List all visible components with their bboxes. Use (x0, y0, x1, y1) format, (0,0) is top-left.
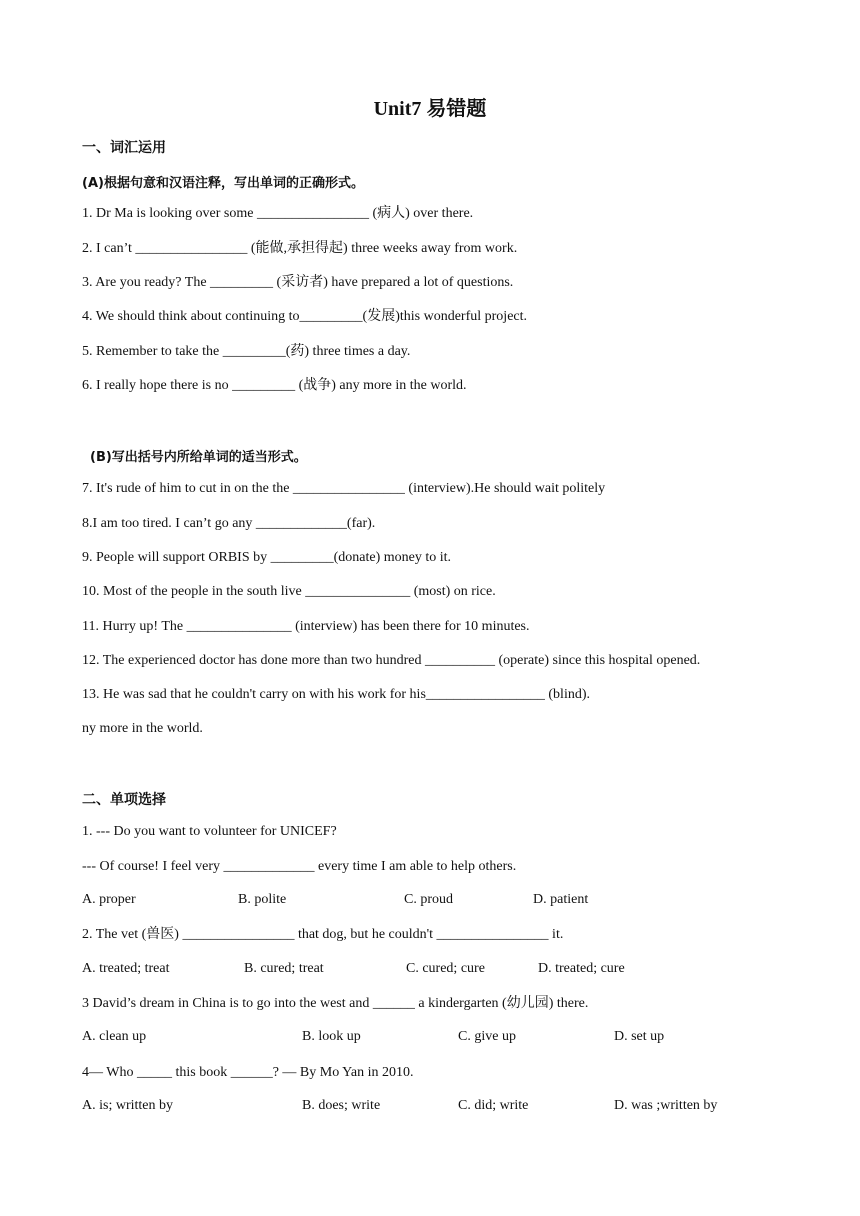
question-a2: 2. I can’t ________________ (能做,承担得起) three weeks away from work. (82, 241, 518, 256)
mc-q3-option-a: A. clean up (82, 1029, 147, 1044)
question-a6: 6. I really hope there is no _________ (战争) any more in the world. (82, 378, 467, 393)
mc-q1-option-a: A. proper (82, 892, 136, 907)
page-title: Unit7 易错题 (373, 98, 487, 120)
mc-q2-option-c: C. cured; cure (406, 961, 485, 976)
question-b7: 7. It's rude of him to cut in on the the ________________ (interview).He should wait politely (82, 481, 606, 496)
mc-q4-option-c: C. did; write (458, 1098, 529, 1113)
mc-q3-option-c: C. give up (458, 1029, 516, 1044)
mc-q1-option-c: C. proud (404, 892, 453, 907)
section2-heading: 二、单项选择 (82, 792, 166, 808)
question-b11: 11. Hurry up! The _______________ (interview) has been there for 10 minutes. (82, 619, 530, 634)
partA-heading: (A)根据句意和汉语注释，写出单词的正确形式。 (82, 176, 364, 191)
mc-q3-option-b: B. look up (302, 1029, 361, 1044)
mc-q4-option-b: B. does; write (302, 1098, 381, 1113)
question-b10: 10. Most of the people in the south live _______________ (most) on rice. (82, 584, 496, 599)
mc-q4-option-d: D. was ;written by (614, 1098, 718, 1113)
question-a4: 4. We should think about continuing to_________(发展)this wonderful project. (82, 309, 528, 324)
mc-q3-option-d: D. set up (614, 1029, 665, 1044)
question-a5: 5. Remember to take the _________(药) three times a day. (82, 344, 411, 359)
mc-q3-line1: 3 David’s dream in China is to go into the west and ______ a kindergarten (幼儿园) there. (82, 996, 589, 1011)
mc-q2-option-d: D. treated; cure (538, 961, 625, 976)
mc-q2-option-b: B. cured; treat (244, 961, 324, 976)
section1-heading: 一、词汇运用 (82, 140, 166, 156)
question-b13: 13. He was sad that he couldn't carry on with his work for his_________________ (blind). (82, 687, 590, 702)
partB-heading: (B)写出括号内所给单词的适当形式。 (90, 450, 307, 465)
mc-q1-option-d: D. patient (533, 892, 589, 907)
mc-q2-line1: 2. The vet (兽医) ________________ that dog, but he couldn't ________________ it. (82, 927, 564, 942)
mc-q2-option-a: A. treated; treat (82, 961, 170, 976)
mc-q4-option-a: A. is; written by (82, 1098, 173, 1113)
mc-q1-line2: --- Of course! I feel very _____________ every time I am able to help others. (82, 859, 517, 874)
question-b9: 9. People will support ORBIS by _________(donate) money to it. (82, 550, 452, 565)
question-a1: 1. Dr Ma is looking over some ________________ (病人) over there. (82, 206, 474, 221)
question-b8: 8.I am too tired. I can’t go any _____________(far). (82, 516, 376, 531)
mc-q1-option-b: B. polite (238, 892, 287, 907)
stray-text: ny more in the world. (82, 721, 203, 736)
question-a3: 3. Are you ready? The _________ (采访者) have prepared a lot of questions. (82, 275, 514, 290)
question-b12: 12. The experienced doctor has done more than two hundred __________ (operate) since this hospital opened. (82, 653, 701, 668)
mc-q4-line1: 4— Who _____ this book ______? — By Mo Yan in 2010. (82, 1065, 414, 1080)
mc-q1-line1: 1. --- Do you want to volunteer for UNICEF? (82, 824, 337, 839)
